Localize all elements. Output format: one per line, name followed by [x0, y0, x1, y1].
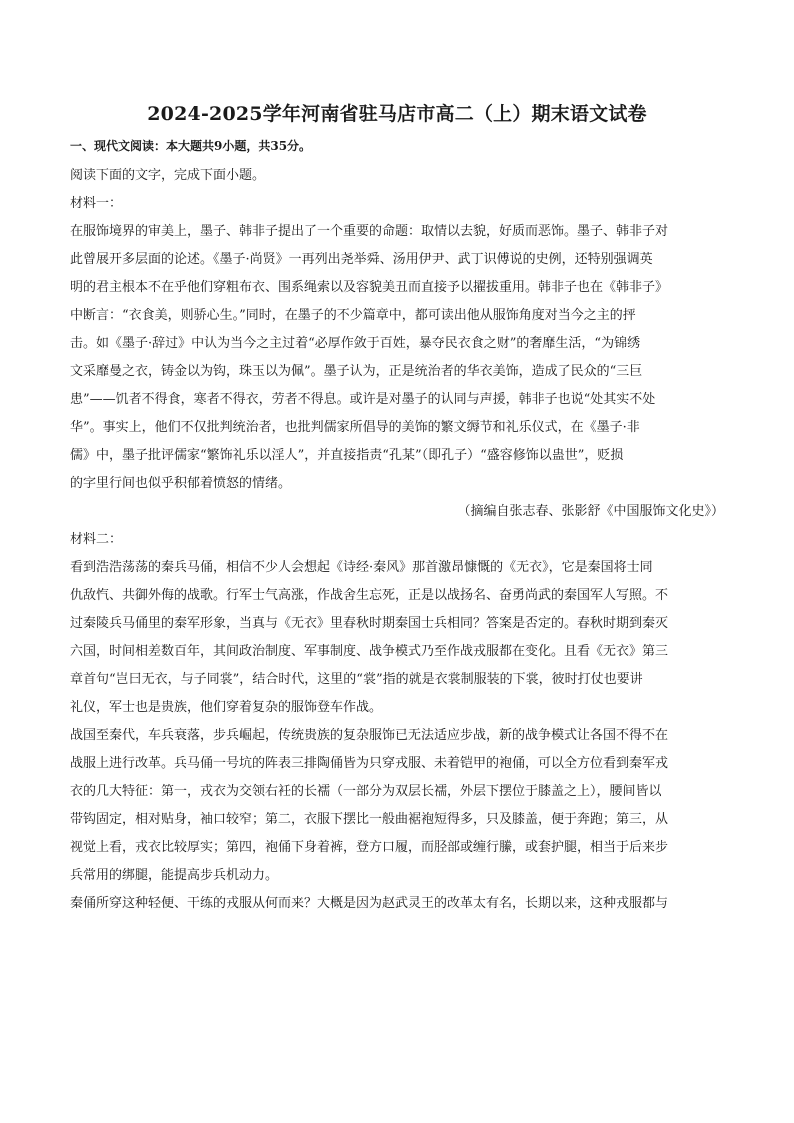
exam-page	[70, 100, 724, 918]
material2-paragraph-3	[70, 890, 724, 918]
text-line: 文采靡曼之衣，铸金以为钩，珠玉以为佩”。墨子认为，正是统治者的华衣美饰，造成了民众的“三巨	[70, 364, 643, 379]
text-line: 带钩固定，相对贴身，袖口较窄；第二，衣服下摆比一般曲裾袍短得多，只及膝盖，便于奔跑；第三，从	[70, 812, 669, 827]
material1-source: （摘编自张志春、张影舒《中国服饰文化史》）	[457, 504, 724, 519]
text-line: 仇敌忾、共御外侮的战歌。行军士气高涨，作战舍生忘死，正是以战扬名、奋勇尚武的秦国军人写照。不	[70, 588, 669, 603]
text-line: 击。如《墨子·辞过》中认为当今之主过着“必厚作敛于百姓，暴夺民衣食之财”的奢靡生活，“为锦绣	[70, 336, 641, 351]
page-title: 2024-2025学年河南省驻马店市高二（上）期末语文试卷	[147, 103, 647, 125]
instruction-text: 阅读下面的文字，完成下面小题。	[70, 168, 266, 183]
material2-paragraph-1	[70, 554, 724, 722]
text-line: 视觉上看，戎衣比较厚实；第四，袍俑下身着裤，登方口履，而胫部或缠行縢，或套护腿，相当于后来步	[70, 840, 669, 855]
text-line: 章首句“岂曰无衣，与子同裳”，结合时代，这里的“裳”指的就是衣裳制服装的下裳，彼时打仗也要讲	[70, 672, 643, 687]
text-line: 战国至秦代，车兵衰落，步兵崛起，传统贵族的复杂服饰已无法适应步战，新的战争模式让各国不得不在	[70, 728, 669, 743]
text-line: 战服上进行改革。兵马俑一号坑的阵表三排陶俑皆为只穿戎服、未着铠甲的袍俑，可以全方位看到秦军戎	[70, 756, 669, 771]
material2-label: 材料二：	[70, 532, 123, 547]
text-line: 礼仪，军士也是贵族，他们穿着复杂的服饰登车作战。	[70, 700, 383, 715]
text-line: 华”。事实上，他们不仅批判统治者，也批判儒家所倡导的美饰的繁文缛节和礼乐仪式，在《墨子·非	[70, 420, 640, 435]
text-line: 秦俑所穿这种轻便、干练的戎服从何而来？大概是因为赵武灵王的改革太有名，长期以来，这种戎服都与	[70, 896, 669, 911]
text-line: 患”——饥者不得食，寒者不得衣，劳者不得息。或许是对墨子的认同与声援，韩非子也说“处其实不处	[70, 392, 656, 407]
text-line: 兵常用的绑腿，能提高步兵机动力。	[70, 868, 279, 883]
text-line: 中断言：“衣食美，则骄心生。”同时，在墨子的不少篇章中，都可读出他从服饰角度对当今之主的抨	[70, 308, 636, 323]
text-line: 此曾展开多层面的论述。《墨子·尚贤》一再列出尧举舜、汤用伊尹、武丁识傅说的史例，还特别强调英	[70, 252, 653, 267]
text-line: 儒》中，墨子批评儒家“繁饰礼乐以淫人”，并直接指责“孔某”（即孔子）“盛容修饰以蛊世”，贬损	[70, 448, 624, 463]
material1-label: 材料一：	[70, 196, 123, 211]
material1-paragraph	[70, 218, 724, 498]
text-line: 衣的几大特征：第一，戎衣为交领右衽的长襦（一部分为双层长襦，外层下摆位于膝盖之上），腰间皆以	[70, 784, 662, 799]
text-line: 六国，时间相差数百年，其间政治制度、军事制度、战争模式乃至作战戎服都在变化。且看《无衣》第三	[70, 644, 669, 659]
text-line: 明的君主根本不在乎他们穿粗布衣、围系绳索以及容貌美丑而直接予以擢拔重用。韩非子也在《韩非子》	[70, 280, 669, 295]
text-line: 的字里行间也似乎积郁着愤怒的情绪。	[70, 476, 292, 491]
material2-paragraph-2	[70, 722, 724, 890]
text-line: 在服饰境界的审美上，墨子、韩非子提出了一个重要的命题：取情以去貌，好质而恶饰。墨子、韩非子对	[70, 224, 669, 239]
section-heading: 一、现代文阅读：本大题共9小题，共35分。	[70, 139, 312, 153]
text-line: 看到浩浩荡荡的秦兵马俑，相信不少人会想起《诗经·秦风》那首激昂慷慨的《无衣》，它是秦国将士同	[70, 560, 653, 575]
text-line: 过秦陵兵马俑里的秦军形象，当真与《无衣》里春秋时期秦国士兵相同？答案是否定的。春秋时期到秦灭	[70, 616, 669, 631]
